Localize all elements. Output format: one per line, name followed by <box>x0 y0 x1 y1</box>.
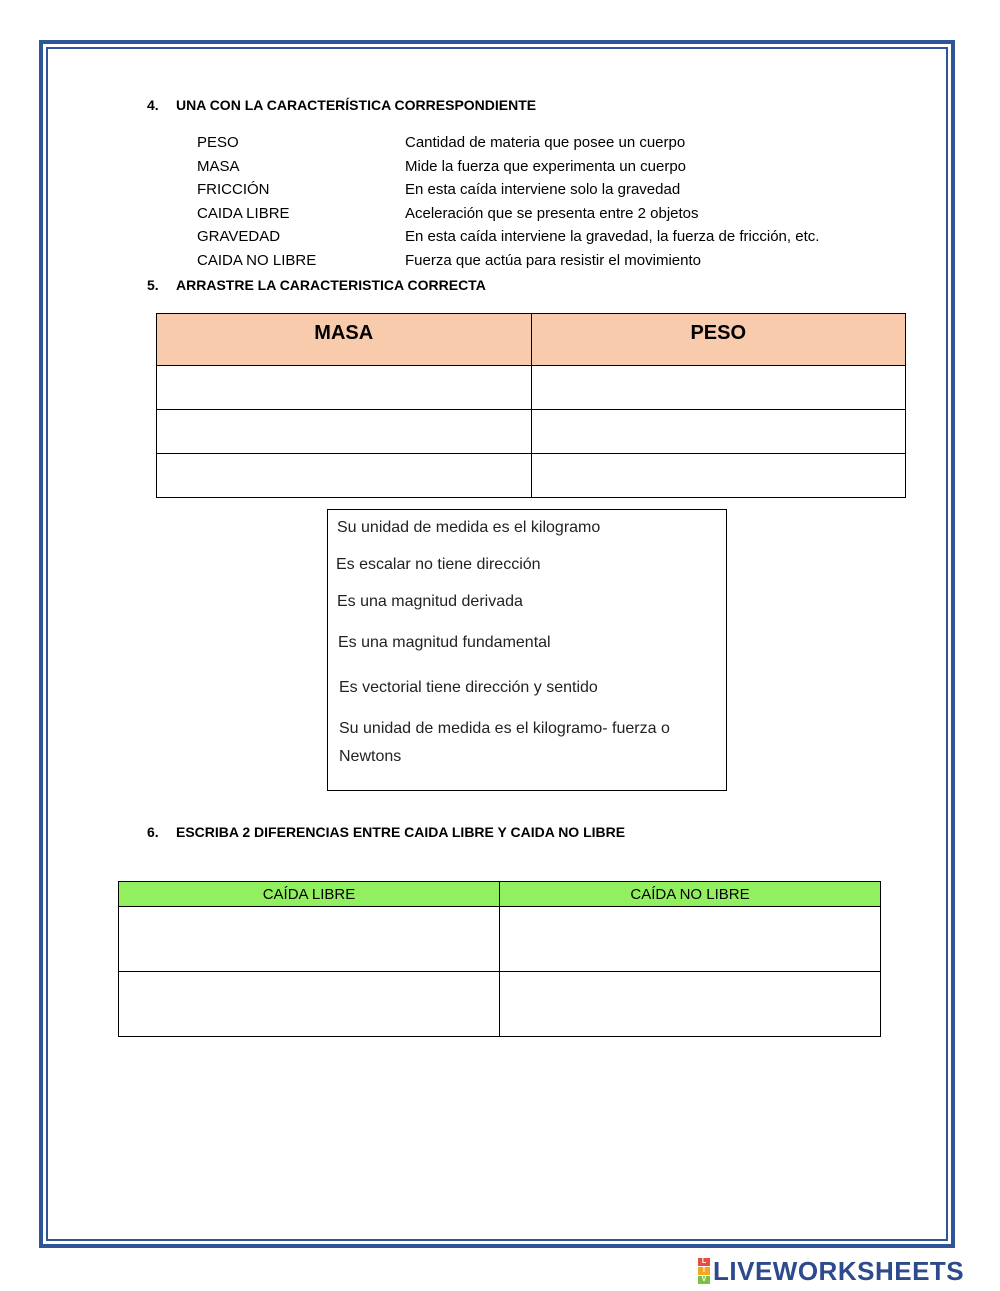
match-term-masa[interactable]: MASA <box>197 158 240 175</box>
question-5-number: 5. <box>147 277 159 293</box>
caida-table <box>118 881 881 1037</box>
peso-drop-cell[interactable] <box>531 410 906 454</box>
match-term-caida-libre[interactable]: CAIDA LIBRE <box>197 205 290 222</box>
caida-libre-header: CAÍDA LIBRE <box>119 882 500 907</box>
masa-drop-cell[interactable] <box>157 454 532 498</box>
masa-peso-table <box>156 313 906 498</box>
question-6-heading <box>147 824 625 840</box>
question-4-number: 4. <box>147 97 159 113</box>
draggable-options-box <box>327 509 727 791</box>
question-5-heading <box>147 277 486 293</box>
match-term-peso[interactable]: PESO <box>197 134 239 151</box>
match-definition-4[interactable]: Aceleración que se presenta entre 2 objetos <box>405 205 699 222</box>
peso-drop-cell[interactable] <box>531 454 906 498</box>
caida-libre-answer-cell[interactable] <box>119 972 500 1037</box>
logo-block: V <box>698 1276 710 1284</box>
logo-block: I <box>698 1267 710 1275</box>
match-definition-3[interactable]: En esta caída interviene solo la gravedad <box>405 181 681 198</box>
question-4-title: UNA CON LA CARACTERÍSTICA CORRESPONDIENTE <box>176 97 537 113</box>
caida-libre-answer-cell[interactable] <box>119 907 500 972</box>
caida-no-libre-answer-cell[interactable] <box>500 972 881 1037</box>
logo-icon <box>698 1258 710 1284</box>
drag-item[interactable]: Es una magnitud fundamental <box>338 634 551 651</box>
drag-item[interactable]: Su unidad de medida es el kilogramo <box>337 519 601 536</box>
question-4-heading <box>147 97 536 113</box>
peso-drop-cell[interactable] <box>531 366 906 410</box>
match-definition-2[interactable]: Mide la fuerza que experimenta un cuerpo <box>405 158 687 175</box>
match-term-caida-no-libre[interactable]: CAIDA NO LIBRE <box>197 252 317 269</box>
logo-block: L <box>698 1258 710 1266</box>
question-6-title: ESCRIBA 2 DIFERENCIAS ENTRE CAIDA LIBRE Y CAIDA NO LIBRE <box>176 824 626 840</box>
masa-column-header: MASA <box>157 314 532 366</box>
question-6-number: 6. <box>147 824 159 840</box>
drag-item[interactable]: Es vectorial tiene dirección y sentido <box>339 679 598 696</box>
masa-drop-cell[interactable] <box>157 410 532 454</box>
caida-no-libre-answer-cell[interactable] <box>500 907 881 972</box>
match-term-friccion[interactable]: FRICCIÓN <box>197 181 270 198</box>
drag-item[interactable]: Su unidad de medida es el kilogramo- fuerza o <box>339 720 670 737</box>
peso-column-header: PESO <box>531 314 906 366</box>
drag-item[interactable]: Es una magnitud derivada <box>337 593 523 610</box>
liveworksheets-logo <box>698 1256 964 1286</box>
caida-no-libre-header: CAÍDA NO LIBRE <box>500 882 881 907</box>
masa-drop-cell[interactable] <box>157 366 532 410</box>
logo-text: LIVEWORKSHEETS <box>713 1255 965 1286</box>
match-definition-1[interactable]: Cantidad de materia que posee un cuerpo <box>405 134 686 151</box>
match-definition-6[interactable]: Fuerza que actúa para resistir el movimiento <box>405 252 701 269</box>
drag-item[interactable]: Es escalar no tiene dirección <box>336 556 541 573</box>
drag-item-continuation[interactable]: Newtons <box>339 748 402 765</box>
match-term-gravedad[interactable]: GRAVEDAD <box>197 228 281 245</box>
question-5-title: ARRASTRE LA CARACTERISTICA CORRECTA <box>176 277 486 293</box>
match-definition-5[interactable]: En esta caída interviene la gravedad, la fuerza de fricción, etc. <box>405 228 820 245</box>
